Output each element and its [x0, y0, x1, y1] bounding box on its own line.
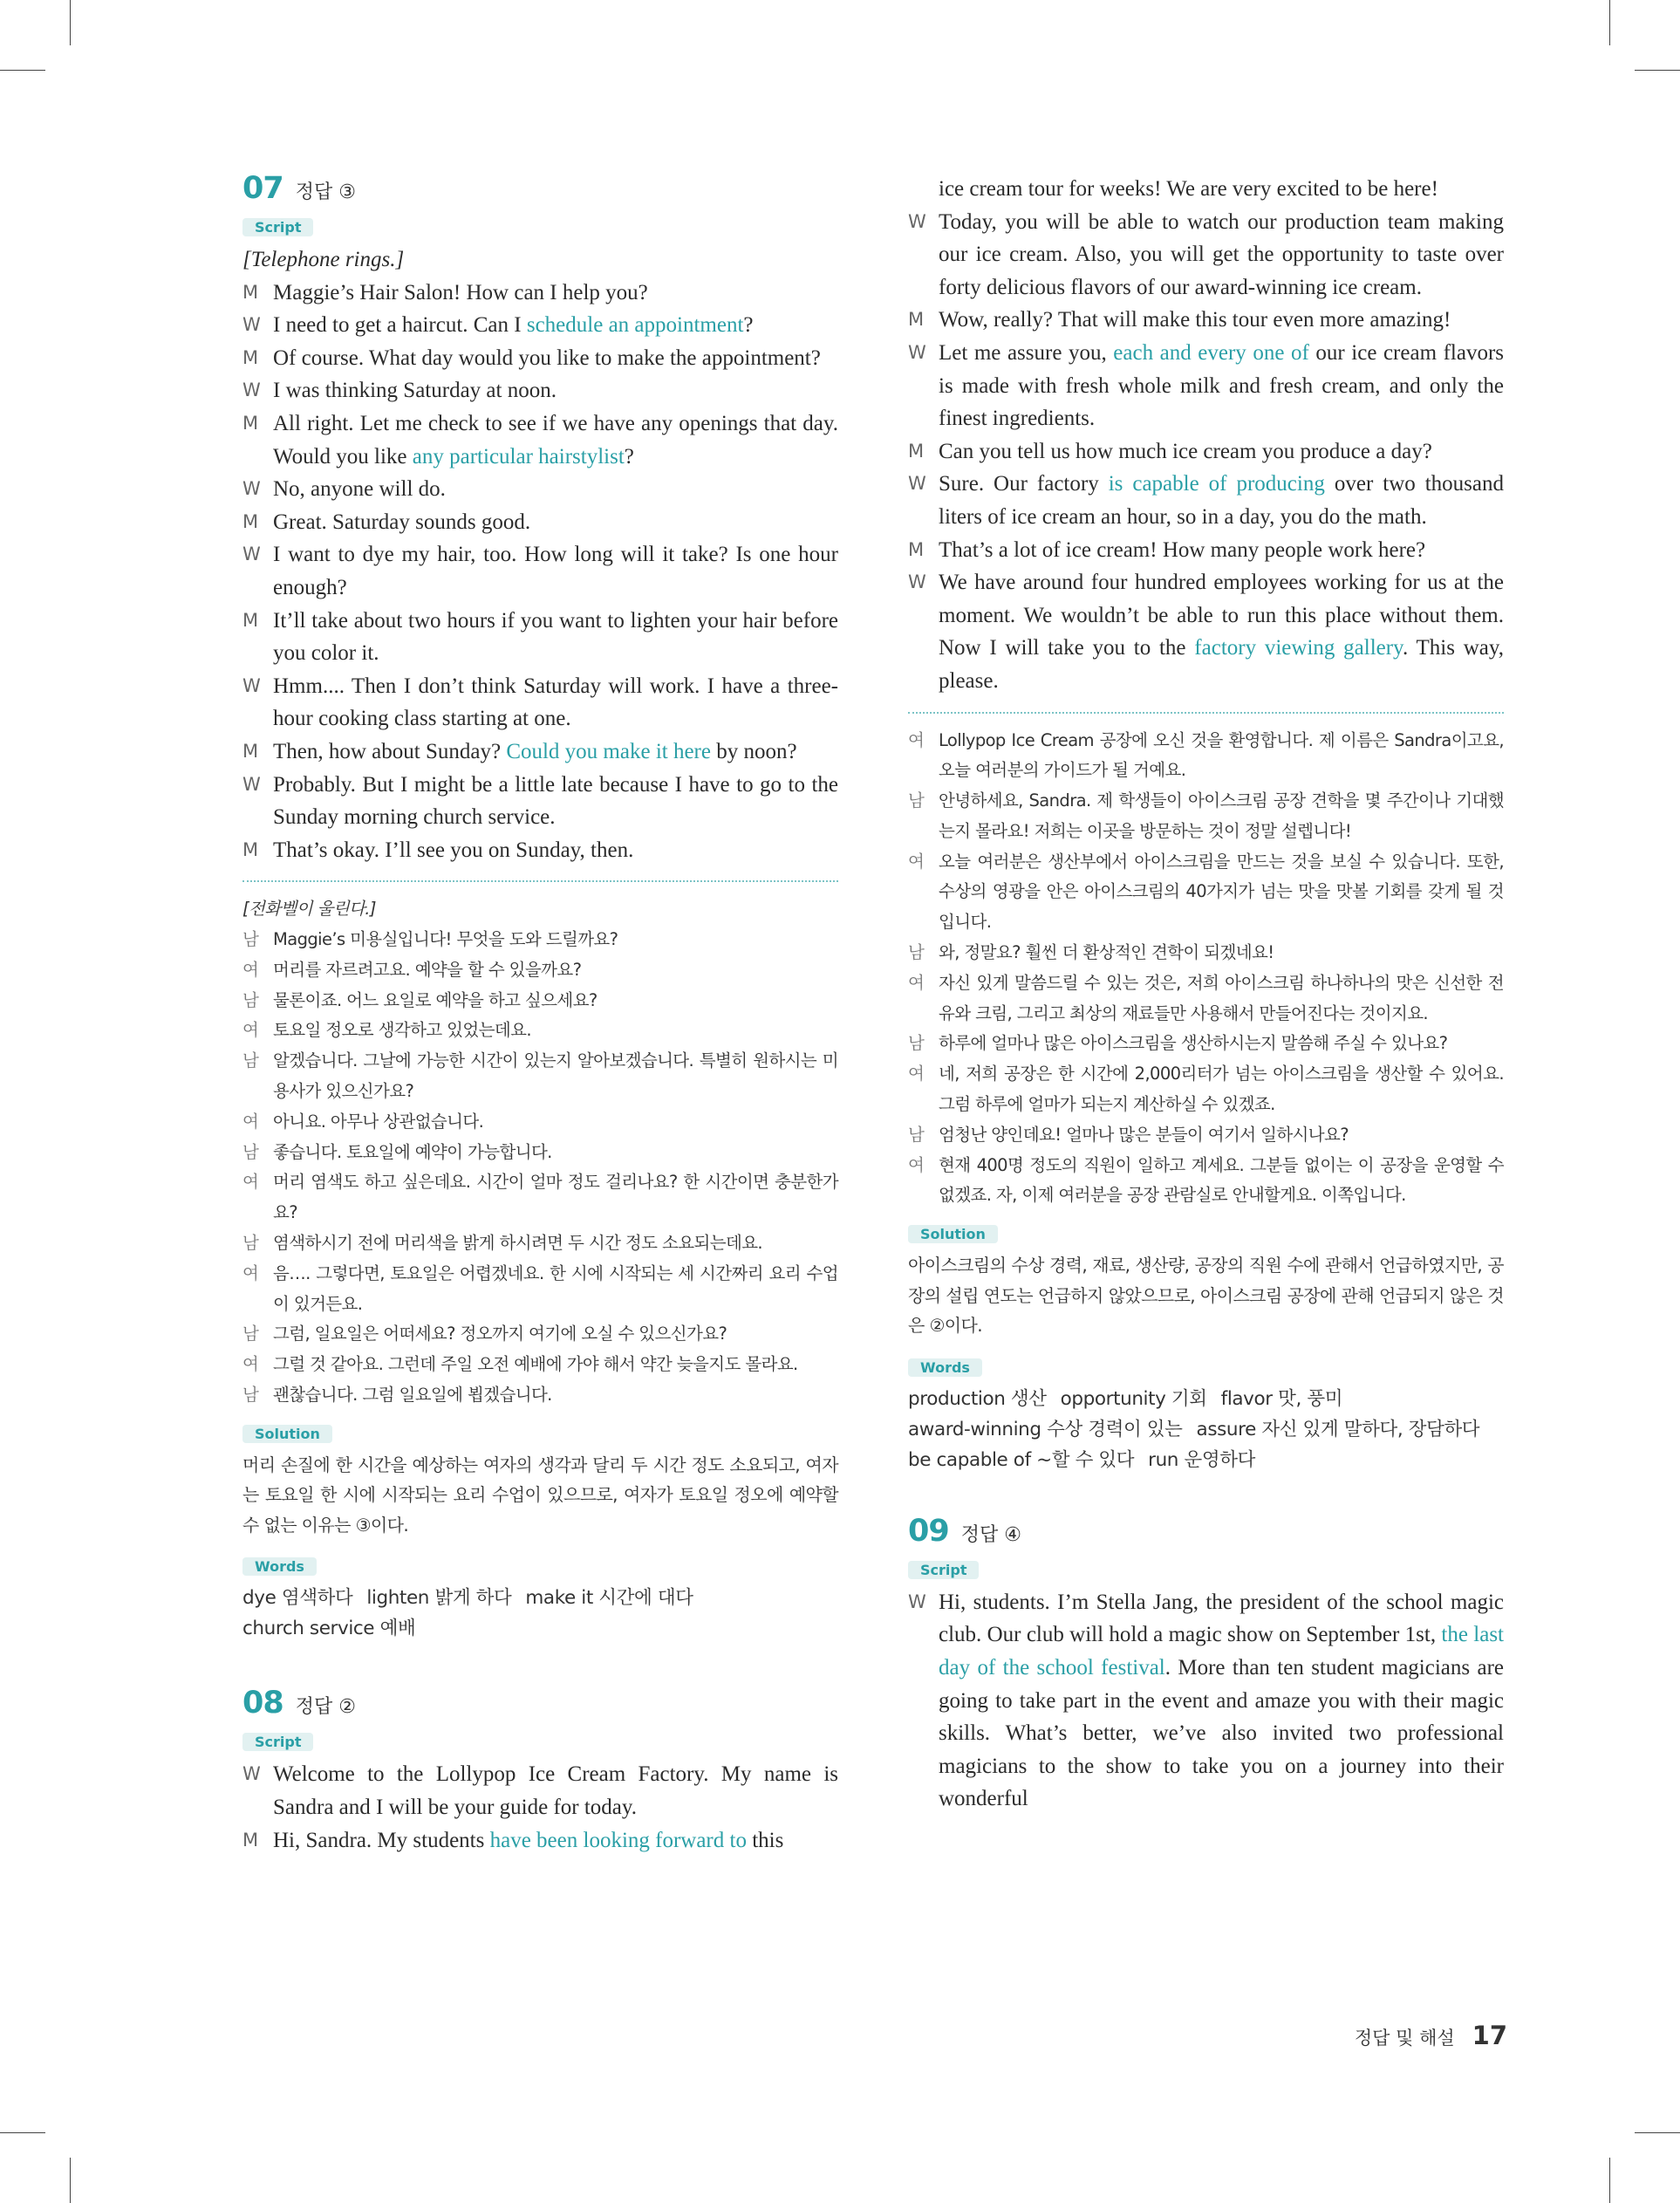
- word-list: [242, 1583, 838, 1644]
- word-item: church service 예배: [242, 1618, 416, 1640]
- text-run: All right. Let me check to see if we have any openings that day. Would you like: [273, 411, 838, 469]
- dialogue-line: [908, 534, 1504, 567]
- speaker-label: M: [242, 346, 259, 368]
- q09-script: [908, 1586, 1504, 1816]
- ko-line: [908, 968, 1504, 1030]
- q08-script-part2: [908, 173, 1504, 698]
- speaker-label: W: [908, 210, 926, 232]
- ko-text: 토요일 정오로 생각하고 있었는데요.: [273, 1020, 531, 1041]
- ko-speaker-label: 여: [908, 729, 925, 750]
- q07-translation: [242, 894, 838, 1411]
- text-run: No, anyone will do.: [273, 477, 446, 502]
- crop-mark: [1609, 0, 1610, 45]
- ko-speaker-label: 남: [242, 989, 259, 1010]
- highlighted-phrase: schedule an appointment: [526, 313, 744, 338]
- dialogue-line: [242, 473, 838, 506]
- ko-speaker-label: 여: [242, 1354, 259, 1375]
- crop-mark: [70, 2158, 71, 2203]
- dialogue-line: [242, 342, 838, 375]
- text-run: I need to get a haircut. Can I: [273, 313, 527, 338]
- ko-line: [242, 986, 838, 1016]
- question-number: 08: [242, 1686, 283, 1721]
- word-item: assure 자신 있게 말하다, 장담하다: [1196, 1418, 1480, 1440]
- dotted-divider: [908, 712, 1504, 714]
- ko-line: [242, 1138, 838, 1168]
- highlighted-phrase: the last day of the school festival: [939, 1623, 1504, 1680]
- q08-translation: [908, 726, 1504, 1212]
- text-run: . More than ten student magicians are going to take part in the event and amaze you with their magic skills. What’s better, we’ve also invited two professional magicians to the show to take you on a journey into their wonderful: [939, 1655, 1504, 1811]
- speaker-label: W: [908, 1591, 926, 1612]
- q07-script: [242, 243, 838, 866]
- question-08-header: [242, 1686, 838, 1721]
- word-list: [908, 1384, 1504, 1475]
- text-run: Today, you will be able to watch our production team making our ice cream. Also, you will get the opportunity to taste over forty delicious flavors of our award-winning ice cream.: [939, 209, 1504, 299]
- text-run: ?: [743, 313, 754, 338]
- text-run: ?: [624, 444, 634, 469]
- ko-text: 머리 염색도 하고 싶은데요. 시간이 얼마 정도 걸리나요? 한 시간이면 충분한가요?: [273, 1172, 838, 1223]
- speaker-label: M: [908, 538, 925, 560]
- right-column: [908, 173, 1504, 1816]
- ko-line: [242, 1350, 838, 1380]
- ko-speaker-label: 여: [908, 1064, 925, 1084]
- speaker-label: M: [242, 412, 259, 434]
- crop-mark: [1635, 2132, 1680, 2133]
- text-run: Then, how about Sunday?: [273, 739, 507, 763]
- ko-line: [242, 1016, 838, 1046]
- ko-text: 알겠습니다. 그날에 가능한 시간이 있는지 알아보겠습니다. 특별히 원하시는 미용사가 있으신가요?: [273, 1050, 838, 1102]
- script-tag: Script: [242, 1733, 313, 1751]
- text-run: . This way, please.: [939, 636, 1504, 693]
- dialogue-line: [908, 337, 1504, 435]
- ko-line: [908, 1059, 1504, 1120]
- ko-speaker-label: 남: [242, 1141, 259, 1162]
- answer-label: 정답 ④: [960, 1523, 1021, 1546]
- text-run: Great. Saturday sounds good.: [273, 510, 531, 534]
- speaker-label: W: [242, 1763, 261, 1785]
- highlighted-phrase: is capable of producing: [1108, 472, 1325, 496]
- text-run: this: [746, 1828, 784, 1852]
- dialogue-line: [242, 538, 838, 604]
- word-item: make it 시간에 대다: [525, 1587, 693, 1610]
- solution-text: 아이스크림의 수상 경력, 재료, 생산량, 공장의 직원 수에 관해서 언급하였지만, 공장의 설립 연도는 언급하지 않았으므로, 아이스크림 공장에 관해 언급되지 않은 것은 ②이다.: [908, 1255, 1504, 1337]
- text-run: I was thinking Saturday at noon.: [273, 379, 557, 403]
- highlighted-phrase: any particular hairstylist: [412, 444, 625, 469]
- ko-speaker-label: 남: [242, 1385, 259, 1406]
- page-number: 17: [1472, 2021, 1507, 2050]
- crop-mark: [70, 0, 71, 45]
- ko-text: 머리를 자르려고요. 예약을 할 수 있을까요?: [273, 959, 582, 980]
- highlighted-phrase: factory viewing gallery: [1194, 636, 1403, 660]
- speaker-label: M: [242, 838, 259, 860]
- ko-lines: [242, 925, 838, 1411]
- dialogue-lines: [908, 206, 1504, 698]
- ko-line: [908, 938, 1504, 968]
- ko-line: [242, 1228, 838, 1259]
- solution-tag: Solution: [242, 1425, 332, 1443]
- speaker-label: W: [908, 571, 926, 593]
- ko-text: Maggie’s 미용실입니다! 무엇을 도와 드릴까요?: [273, 929, 618, 950]
- question-number: 07: [242, 171, 283, 206]
- text-run: Hi, Sandra. My students: [273, 1828, 490, 1852]
- ko-line: [908, 786, 1504, 847]
- text-run: Sure. Our factory: [939, 472, 1109, 496]
- dialogue-line: [242, 605, 838, 670]
- text-run: by noon?: [710, 739, 797, 763]
- speaker-label: M: [908, 309, 925, 331]
- dialogue-line: [242, 309, 838, 342]
- footer-label: 정답 및 해설: [1354, 2028, 1455, 2049]
- ko-speaker-label: 여: [242, 1020, 259, 1041]
- word-item: dye 염색하다: [242, 1587, 353, 1610]
- ko-text: 엄청난 양인데요! 얼마나 많은 분들이 여기서 일하시나요?: [939, 1124, 1349, 1145]
- ko-speaker-label: 남: [242, 929, 259, 950]
- solution-text: 머리 손질에 한 시간을 예상하는 여자의 생각과 달리 두 시간 정도 소요되고, 여자는 토요일 한 시에 시작되는 요리 수업이 있으므로, 여자가 토요일 정오에 예약할 수 없는 이유는 ③이다.: [242, 1454, 838, 1536]
- script-tag: Script: [908, 1561, 979, 1579]
- ko-text: 그럴 것 같아요. 그런데 주일 오전 예배에 가야 해서 약간 늦을지도 몰라요.: [273, 1354, 798, 1375]
- question-07-header: [242, 171, 838, 206]
- dialogue-line: [242, 670, 838, 735]
- ko-speaker-label: 여: [908, 1154, 925, 1175]
- ko-speaker-label: 남: [242, 1050, 259, 1071]
- ko-line: [242, 925, 838, 955]
- text-run: Can you tell us how much ice cream you produce a day?: [939, 439, 1432, 463]
- ko-line: [908, 847, 1504, 938]
- word-item: opportunity 기회: [1060, 1387, 1207, 1410]
- ko-text: 자신 있게 말씀드릴 수 있는 것은, 저희 아이스크림 하나하나의 맛은 신선한 전유와 크림, 그리고 최상의 재료들만 사용해서 만들어진다는 것이지요.: [939, 972, 1504, 1023]
- dialogue-line: [242, 769, 838, 834]
- text-run: Hi, students. I’m Stella Jang, the president of the school magic club. Our club will hold a magic show on September 1st,: [939, 1590, 1504, 1647]
- speaker-label: M: [242, 281, 259, 303]
- text-run: ice cream tour for weeks! We are very excited to be here!: [939, 177, 1438, 201]
- ko-text: 안녕하세요, Sandra. 제 학생들이 아이스크림 공장 견학을 몇 주간이나 기대했는지 몰라요! 저희는 이곳을 방문하는 것이 정말 설렙니다!: [939, 790, 1504, 841]
- ko-speaker-label: 여: [908, 851, 925, 872]
- dialogue-line: [242, 735, 838, 769]
- ko-text: 그럼, 일요일은 어떠세요? 정오까지 여기에 오실 수 있으신가요?: [273, 1324, 727, 1344]
- ko-line: [242, 1167, 838, 1228]
- word-row: [908, 1384, 1504, 1414]
- ko-text: 염색하시기 전에 머리색을 밝게 하시려면 두 시간 정도 소요되는데요.: [273, 1233, 763, 1254]
- ko-text: 현재 400명 정도의 직원이 일하고 계세요. 그분들 없이는 이 공장을 운영할 수 없겠죠. 자, 이제 여러분을 공장 관람실로 안내할게요. 이쪽입니다.: [939, 1154, 1504, 1206]
- speaker-label: W: [242, 544, 261, 565]
- dialogue-line: [242, 1758, 838, 1823]
- ko-speaker-label: 남: [908, 942, 925, 963]
- speaker-label: M: [242, 609, 259, 631]
- ko-speaker-label: 여: [242, 1262, 259, 1283]
- ko-text: 아니요. 아무나 상관없습니다.: [273, 1111, 484, 1132]
- ko-text: 네, 저희 공장은 한 시간에 2,000리터가 넘는 아이스크림을 생산할 수 있어요. 그럼 하루에 얼마가 되는지 계산하실 수 있겠죠.: [939, 1064, 1504, 1115]
- text-run: That’s okay. I’ll see you on Sunday, then.: [273, 838, 634, 862]
- stage-direction: [Telephone rings.]: [242, 248, 405, 271]
- speaker-label: W: [242, 674, 261, 696]
- ko-text: Lollypop Ice Cream 공장에 오신 것을 환영합니다. 제 이름은 Sandra이고요, 오늘 여러분의 가이드가 될 거예요.: [939, 729, 1504, 781]
- highlighted-phrase: Could you make it here: [506, 739, 711, 763]
- dialogue-line: [242, 277, 838, 310]
- ko-line: [908, 1151, 1504, 1212]
- word-row: [908, 1445, 1504, 1475]
- ko-text: 물론이죠. 어느 요일로 예약을 하고 싶으세요?: [273, 989, 598, 1010]
- speaker-label: W: [242, 478, 261, 500]
- words-tag: Words: [242, 1557, 317, 1576]
- ko-text: 음…. 그렇다면, 토요일은 어렵겠네요. 한 시에 시작되는 세 시간짜리 요리 수업이 있거든요.: [273, 1262, 838, 1314]
- crop-mark: [1609, 2158, 1610, 2203]
- speaker-label: W: [242, 314, 261, 336]
- ko-line: [242, 1046, 838, 1107]
- crop-mark: [1635, 70, 1680, 71]
- text-run: our ice cream flavors is made with fresh whole milk and fresh cream, and only the finest ingredients.: [939, 340, 1504, 431]
- dialogue-line: [242, 1824, 838, 1857]
- text-run: Welcome to the Lollypop Ice Cream Factory. My name is Sandra and I will be your guide for today.: [273, 1762, 838, 1819]
- text-run: That’s a lot of ice cream! How many people work here?: [939, 537, 1426, 562]
- ko-speaker-label: 남: [908, 1033, 925, 1054]
- dialogue-line: [908, 304, 1504, 337]
- dialogue-line: [242, 374, 838, 407]
- ko-text: 하루에 얼마나 많은 아이스크림을 생산하시는지 말씀해 주실 수 있나요?: [939, 1033, 1448, 1054]
- words-tag: Words: [908, 1358, 982, 1377]
- dialogue-line: [908, 435, 1504, 469]
- text-run: I want to dye my hair, too. How long will it take? Is one hour enough?: [273, 543, 838, 599]
- highlighted-phrase: have been looking forward to: [489, 1828, 747, 1852]
- ko-line: [242, 1319, 838, 1350]
- ko-speaker-label: 여: [242, 1111, 259, 1132]
- q08-script-part1: [242, 1758, 838, 1857]
- page-footer: [1355, 2021, 1507, 2050]
- crop-mark: [0, 2132, 45, 2133]
- ko-line: [242, 955, 838, 986]
- speaker-label: M: [908, 440, 925, 462]
- dialogue-line: [242, 407, 838, 473]
- answer-label: 정답 ③: [295, 181, 356, 203]
- question-09-header: [908, 1514, 1504, 1549]
- dialogue-line: [242, 506, 838, 539]
- ko-line: [242, 1107, 838, 1138]
- ko-text: 괜찮습니다. 그럼 일요일에 뵙겠습니다.: [273, 1385, 552, 1406]
- ko-line: [908, 726, 1504, 787]
- text-run: Maggie’s Hair Salon! How can I help you?: [273, 280, 648, 304]
- ko-text: 오늘 여러분은 생산부에서 아이스크림을 만드는 것을 보실 수 있습니다. 또한, 수상의 영광을 안은 아이스크림의 40가지가 넘는 맛을 맛볼 기회를 갖게 될 것입니다.: [939, 851, 1504, 933]
- speaker-label: M: [242, 740, 259, 762]
- crop-mark: [0, 70, 45, 71]
- dialogue-line: [908, 206, 1504, 304]
- text-run: It’ll take about two hours if you want to lighten your hair before you color it.: [273, 608, 838, 666]
- word-row: [908, 1414, 1504, 1445]
- continued-line: [908, 173, 1504, 206]
- text-run: Of course. What day would you like to make the appointment?: [273, 346, 821, 370]
- dialogue-line: [908, 468, 1504, 533]
- ko-line: [908, 1029, 1504, 1059]
- speaker-label: M: [242, 510, 259, 532]
- text-run: We have around four hundred employees working for us at the moment. We wouldn’t be able to run this place without them. Now I will take you to the: [939, 571, 1504, 660]
- ko-speaker-label: 여: [242, 1172, 259, 1193]
- left-column: [242, 171, 838, 1857]
- dotted-divider: [242, 880, 838, 882]
- speaker-label: W: [242, 773, 261, 795]
- word-item: lighten 밝게 하다: [366, 1587, 512, 1610]
- ko-stage-direction: [전화벨이 울린다.]: [242, 899, 376, 920]
- ko-speaker-label: 여: [908, 972, 925, 993]
- solution-tag: Solution: [908, 1225, 998, 1243]
- text-run: Wow, really? That will make this tour even more amazing!: [939, 308, 1451, 332]
- speaker-label: W: [908, 473, 926, 495]
- word-item: flavor 맛, 풍미: [1220, 1387, 1343, 1410]
- word-item: run 운영하다: [1148, 1448, 1255, 1471]
- ko-speaker-label: 남: [242, 1233, 259, 1254]
- speaker-label: W: [908, 341, 926, 363]
- ko-text: 좋습니다. 토요일에 예약이 가능합니다.: [273, 1141, 552, 1162]
- ko-speaker-label: 남: [242, 1324, 259, 1344]
- text-run: Probably. But I might be a little late because I have to go to the Sunday morning church service.: [273, 772, 838, 830]
- speaker-label: M: [242, 1829, 259, 1851]
- text-run: over two thousand liters of ice cream an hour, so in a day, you do the math.: [939, 472, 1504, 529]
- ko-speaker-label: 여: [242, 959, 259, 980]
- word-item: production 생산: [908, 1387, 1047, 1410]
- ko-line: [242, 1380, 838, 1411]
- ko-line: [908, 1120, 1504, 1151]
- ko-speaker-label: 남: [908, 1124, 925, 1145]
- speaker-label: W: [242, 380, 261, 401]
- question-number: 09: [908, 1513, 949, 1549]
- word-item: be capable of ~할 수 있다: [908, 1448, 1135, 1471]
- dialogue-line: [242, 834, 838, 867]
- text-run: Hmm.... Then I don’t think Saturday will work. I have a three-hour cooking class starting at one.: [273, 674, 838, 731]
- ko-line: [242, 1259, 838, 1320]
- ko-text: 와, 정말요? 훨씬 더 환상적인 견학이 되겠네요!: [939, 942, 1274, 963]
- ko-speaker-label: 남: [908, 790, 925, 811]
- answer-label: 정답 ②: [295, 1696, 356, 1719]
- dialogue-line: [908, 1586, 1504, 1816]
- script-tag: Script: [242, 218, 313, 236]
- dialogue-line: [908, 566, 1504, 697]
- word-item: award-winning 수상 경력이 있는: [908, 1418, 1183, 1440]
- text-run: Let me assure you,: [939, 340, 1114, 365]
- dialogue-lines: [242, 277, 838, 867]
- highlighted-phrase: each and every one of: [1113, 340, 1309, 365]
